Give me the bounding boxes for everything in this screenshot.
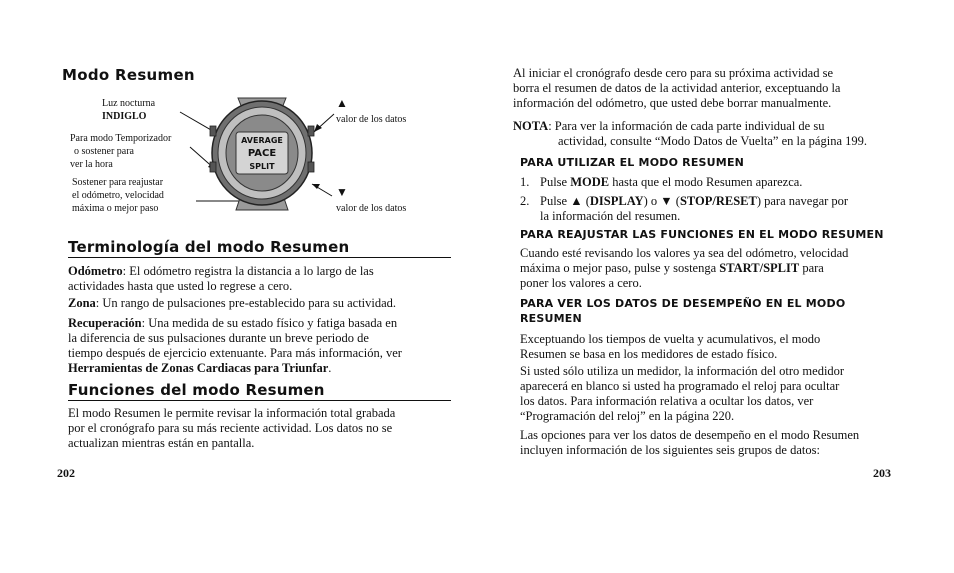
- note-text-l1: : Para ver la información de cada parte individual de su: [548, 119, 825, 133]
- text-odometro-l1: : El odómetro registra la distancia a lo largo de las: [122, 264, 374, 278]
- step-1-text-c: hasta que el modo Resumen aparezca.: [609, 175, 803, 189]
- text-recup-l2: la diferencia de sus pulsaciones durante un breve periodo de: [68, 331, 369, 345]
- section-title-terminologia: Terminología del modo Resumen: [68, 238, 350, 256]
- label-backlight-line2: INDIGLO: [102, 111, 147, 122]
- text-reaj-l2c: para: [799, 261, 824, 275]
- step-2-stopreset-key: STOP/RESET: [679, 194, 757, 208]
- definition-recuperacion: [68, 316, 458, 376]
- step-1: [520, 175, 900, 190]
- text-p2-l2: aparecerá en blanco si usted ha programado el reloj para ocultar: [520, 379, 840, 393]
- text-p2-l3: los datos. Para información relativa a ocultar los datos, ver: [520, 394, 814, 408]
- subheading-desempeno-l1: PARA VER LOS DATOS DE DESEMPEÑO EN EL MODO: [520, 297, 846, 310]
- text-recup-l1: : Una medida de su estado físico y fatiga basada en: [141, 316, 398, 330]
- label-backlight: [102, 97, 155, 123]
- text-p1-l1: Exceptuando los tiempos de vuelta y acumulativos, el modo: [520, 332, 821, 346]
- page-number-left: 202: [57, 466, 75, 480]
- leader-arrowhead-up: [314, 124, 322, 132]
- text-p2-l4: “Programación del reloj” en la página 220.: [520, 409, 735, 423]
- text-zona: : Un rango de pulsaciones pre-establecido para su actividad.: [95, 296, 397, 310]
- text-odometro-l2: actividades hasta que usted lo regrese a cero.: [68, 279, 293, 293]
- text-reaj-l1: Cuando esté revisando los valores ya sea del odómetro, velocidad: [520, 246, 849, 260]
- watch-display-line3: SPLIT: [249, 162, 275, 171]
- paragraph-intro: [513, 66, 903, 111]
- step-2-display-key: DISPLAY: [589, 194, 644, 208]
- subheading-utilizar: PARA UTILIZAR EL MODO RESUMEN: [520, 156, 745, 169]
- arrow-down-icon: ▼: [336, 185, 348, 199]
- step-2-text-c: ) o ▼ (: [643, 194, 680, 208]
- paragraph-reajustar: [520, 246, 910, 291]
- text-func-l2: por el cronógrafo para su más reciente actividad. Los datos no se: [68, 421, 393, 435]
- label-timer-line1: Para modo Temporizador: [70, 133, 172, 144]
- text-intro-l1: Al iniciar el cronógrafo desde cero para su próxima actividad se: [513, 66, 834, 80]
- page-title: Modo Resumen: [62, 66, 195, 84]
- term-recuperacion: Recuperación: [68, 316, 142, 330]
- text-p1-l2: Resumen se basa en los medidores de estado físico.: [520, 347, 778, 361]
- step-2-text-l2: la información del resumen.: [540, 209, 681, 223]
- startsplit-key: START/SPLIT: [719, 261, 800, 275]
- page-number-right: 203: [873, 466, 891, 480]
- step-2: [520, 194, 900, 224]
- subheading-desempeno: [520, 296, 845, 326]
- link-herramientas: Herramientas de Zonas Cardiacas para Triunfar: [68, 361, 329, 375]
- arrow-up-icon: ▲: [336, 96, 348, 110]
- text-func-l3: actualizan mientras están en pantalla.: [68, 436, 255, 450]
- term-zona: Zona: [68, 296, 96, 310]
- paragraph-medidores: [520, 332, 910, 362]
- label-down: valor de los datos: [336, 203, 407, 214]
- watch-display-line1: AVERAGE: [241, 136, 283, 145]
- text-func-l1: El modo Resumen le permite revisar la información total grabada: [68, 406, 396, 420]
- step-1-text-a: Pulse: [540, 175, 571, 189]
- term-odometro: Odómetro: [68, 264, 123, 278]
- text-intro-l2: borra el resumen de datos de la actividad anterior, exceptuando la: [513, 81, 841, 95]
- section-title-funciones: Funciones del modo Resumen: [68, 381, 325, 399]
- note-label: NOTA: [513, 119, 549, 133]
- label-timer-line3: ver la hora: [70, 159, 113, 170]
- text-p3-l1: Las opciones para ver los datos de desempeño en el modo Resumen: [520, 428, 860, 442]
- text-p3-l2: incluyen información de los siguientes seis grupos de datos:: [520, 443, 820, 457]
- section-rule-1: [68, 257, 451, 258]
- note-text-l2: actividad, consulte “Modo Datos de Vuelta” en la página 199.: [558, 134, 867, 148]
- label-reset-line1: Sostener para reajustar: [72, 177, 164, 188]
- definition-zona: [68, 296, 458, 311]
- label-up: valor de los datos: [336, 114, 407, 125]
- step-1-mode-key: MODE: [570, 175, 610, 189]
- subheading-reajustar: PARA REAJUSTAR LAS FUNCIONES EN EL MODO RESUMEN: [520, 228, 884, 241]
- step-2-number: 2.: [520, 194, 530, 208]
- label-reset-line2: el odómetro, velocidad: [72, 190, 164, 201]
- section-rule-2: [68, 400, 451, 401]
- text-reaj-l3: poner los valores a cero.: [520, 276, 642, 290]
- step-2-text-a: Pulse ▲ (: [540, 194, 590, 208]
- step-2-text-e: ) para navegar por: [756, 194, 849, 208]
- paragraph-un-medidor: [520, 364, 910, 424]
- step-1-number: 1.: [520, 175, 530, 189]
- label-timer-line2: o sostener para: [74, 146, 134, 157]
- text-recup-l3: tiempo después de ejercicio extenuante. Para más información, ver: [68, 346, 402, 360]
- text-recup-l4-end: .: [328, 361, 332, 375]
- definition-odometro: [68, 264, 458, 294]
- text-p2-l1: Si usted sólo utiliza un medidor, la información del otro medidor: [520, 364, 845, 378]
- paragraph-funciones: [68, 406, 458, 451]
- paragraph-opciones: [520, 428, 910, 458]
- label-reset-line3: máxima o mejor paso: [72, 203, 159, 214]
- label-backlight-line1: Luz nocturna: [102, 98, 156, 109]
- watch-illustration: [150, 92, 340, 217]
- note: [513, 119, 903, 149]
- text-reaj-l2a: máxima o mejor paso, pulse y sostenga: [520, 261, 720, 275]
- text-intro-l3: información del odómetro, que usted debe borrar manualmente.: [513, 96, 832, 110]
- subheading-desempeno-l2: RESUMEN: [520, 312, 582, 325]
- watch-display-line2: PACE: [247, 148, 277, 159]
